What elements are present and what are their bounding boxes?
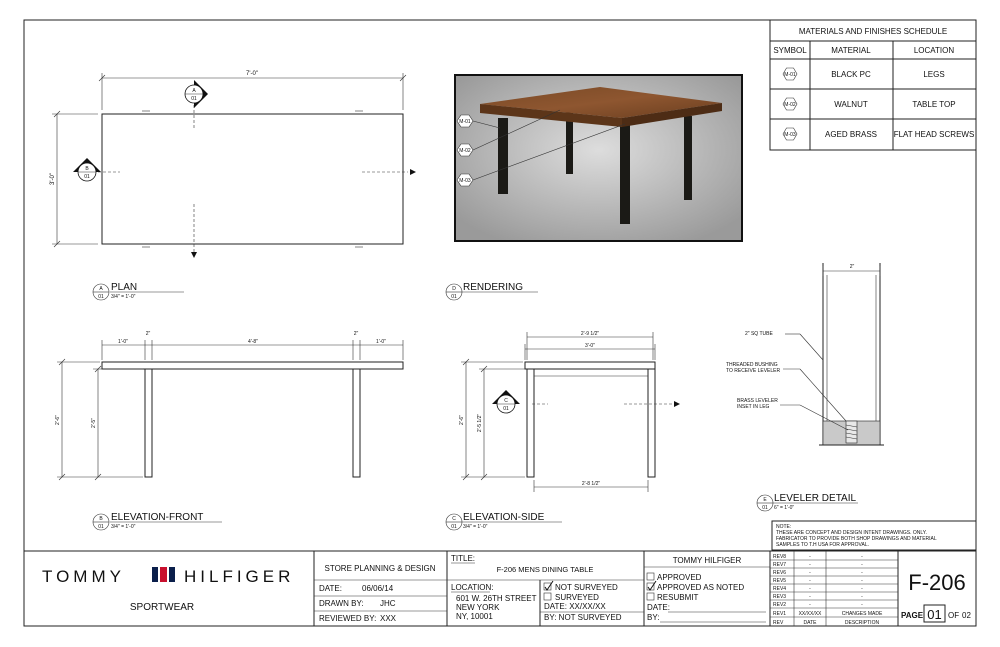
reviewed-by-value: XXX <box>380 614 397 623</box>
address-line: NY, 10001 <box>456 612 493 621</box>
notes-box <box>772 521 976 550</box>
rev-label: REV3 <box>773 594 787 600</box>
materials-schedule <box>770 20 976 150</box>
side-top-dimension: 2'-9 1/2" <box>580 331 600 337</box>
schedule-header-symbol: SYMBOL <box>773 46 807 55</box>
rev-desc: - <box>861 562 863 568</box>
rev-label: REV4 <box>773 586 787 592</box>
rev-date: - <box>809 554 811 560</box>
rev-header: DESCRIPTION <box>844 620 880 626</box>
survey-date: DATE: XX/XX/XX <box>544 602 606 611</box>
approval-heading: TOMMY HILFIGER <box>672 556 742 565</box>
title-label: TITLE: <box>451 554 476 563</box>
front-height-inner-dimension: 2'-5" <box>91 418 97 428</box>
section-marker-letter: C <box>504 398 508 404</box>
schedule-location: FLAT HEAD SCREWS <box>893 130 975 139</box>
elevation-front-title: ELEVATION-FRONT <box>111 512 204 523</box>
rendering-title: RENDERING <box>463 282 524 293</box>
drawn-by-value: JHC <box>380 599 396 608</box>
rev-desc: CHANGES MADE <box>841 611 883 617</box>
plan-title-block <box>93 282 184 300</box>
view-sheet: 01 <box>98 294 104 300</box>
arrow-right-icon <box>410 169 416 175</box>
notes-line: THESE ARE CONCEPT AND DESIGN INTENT DRAWINGS. ONLY. <box>776 530 927 536</box>
rev-date: - <box>809 578 811 584</box>
rev-header: REV <box>773 620 784 626</box>
section-marker-b <box>73 158 101 181</box>
side-top-dimension-2: 3'-0" <box>585 343 595 349</box>
drawn-by-label: DRAWN BY: <box>319 599 364 608</box>
elevation-side-title: ELEVATION-SIDE <box>463 512 545 523</box>
arrow-down-icon <box>191 252 197 258</box>
front-dimension-left: 1'-0" <box>118 339 128 345</box>
leveler-note: 2" SQ TUBE <box>745 331 773 337</box>
front-dimension-middle: 4'-8" <box>248 339 258 345</box>
rendering-tag: M-02 <box>459 148 471 154</box>
approved-label: APPROVED <box>657 573 702 582</box>
elevation-side-title-block <box>446 512 562 530</box>
rev-label: REV6 <box>773 570 787 576</box>
notes-line: FABRICATOR TO PROVIDE BOTH SHOP DRAWINGS AND MATERIAL <box>776 536 937 542</box>
plan-scale: 3/4" = 1'-0" <box>111 294 136 300</box>
rev-desc: - <box>861 578 863 584</box>
not-surveyed-label: NOT SURVEYED <box>555 583 618 592</box>
schedule-material: BLACK PC <box>831 70 871 79</box>
view-letter: E <box>763 497 767 503</box>
view-letter: B <box>99 516 103 522</box>
plan-view <box>50 71 416 258</box>
section-marker-letter: A <box>192 88 196 94</box>
approval-by-label: BY: <box>647 613 660 622</box>
notes-heading: NOTE: <box>776 524 792 530</box>
plan-depth-dimension: 3'-0" <box>50 173 56 185</box>
section-marker-sheet: 01 <box>191 96 197 102</box>
brand-flag-logo <box>152 567 175 582</box>
plan-width-dimension: 7'-0" <box>246 71 258 77</box>
view-letter: A <box>99 286 103 292</box>
side-bottom-dimension: 2'-8 1/2" <box>581 481 601 487</box>
front-leg-dimension: 2" <box>353 331 359 337</box>
front-dimension-right: 1'-0" <box>376 339 386 345</box>
approved-checkbox[interactable] <box>647 573 654 580</box>
leveler-note: BRASS LEVELER <box>737 398 778 404</box>
section-marker-sheet: 01 <box>84 174 90 180</box>
front-leg-dimension: 2" <box>145 331 151 337</box>
elevation-front-view <box>55 331 403 480</box>
elevation-front-scale: 3/4" = 1'-0" <box>111 524 136 530</box>
of-label: OF <box>948 611 960 620</box>
rendering-title-block <box>446 282 538 300</box>
rendering-tag: M-03 <box>459 178 471 184</box>
plan-tabletop-outline <box>102 114 403 244</box>
schedule-location: TABLE TOP <box>912 100 956 109</box>
approved-as-noted-label: APPROVED AS NOTED <box>657 583 745 592</box>
brand-name-left: TOMMY <box>42 567 125 586</box>
address-line: NEW YORK <box>456 603 500 612</box>
schedule-symbol: M-01 <box>784 72 796 78</box>
rev-date: - <box>809 594 811 600</box>
drawing-title: F-206 MENS DINING TABLE <box>496 565 594 574</box>
view-letter: C <box>452 516 456 522</box>
leveler-scale: 6" = 1'-0" <box>774 505 795 511</box>
arrow-right-icon <box>674 401 680 407</box>
rev-label: REV7 <box>773 562 787 568</box>
leveler-note: INSET IN LEG <box>737 404 770 410</box>
brand-name-right: HILFIGER <box>184 567 295 586</box>
side-height-inner-dimension: 2'-5 1/2" <box>477 413 483 433</box>
address-line: 601 W. 26TH STREET <box>456 594 537 603</box>
surveyed-checkbox[interactable] <box>544 593 551 600</box>
reviewed-by-label: REVIEWED BY: <box>319 614 377 623</box>
rev-date: - <box>809 562 811 568</box>
view-sheet: 01 <box>762 505 768 511</box>
schedule-material: AGED BRASS <box>824 130 878 139</box>
section-marker-c <box>492 390 520 413</box>
page-number: 01 <box>927 607 942 622</box>
page-label: PAGE <box>901 611 924 620</box>
rev-desc: - <box>861 586 863 592</box>
rev-label: REV1 <box>773 611 787 617</box>
rev-label: REV2 <box>773 602 787 608</box>
notes-line: SAMPLES TO T.H USA FOR APPROVAL. <box>776 542 869 548</box>
elevation-side-scale: 3/4" = 1'-0" <box>463 524 488 530</box>
schedule-symbol: M-02 <box>784 102 796 108</box>
section-marker-letter: B <box>85 166 89 172</box>
revision-table <box>770 551 898 626</box>
view-sheet: 01 <box>451 524 457 530</box>
schedule-title: MATERIALS AND FINISHES SCHEDULE <box>798 27 948 36</box>
schedule-symbol: M-03 <box>784 132 796 138</box>
rev-desc: - <box>861 554 863 560</box>
rev-desc: - <box>861 594 863 600</box>
brand-subtitle: SPORTWEAR <box>129 602 195 613</box>
leveler-note: THREADED BUSHING <box>726 362 778 368</box>
rev-date: - <box>809 586 811 592</box>
view-letter: D <box>452 286 456 292</box>
leveler-note: TO RECEIVE LEVELER <box>726 368 781 374</box>
rev-label: REV8 <box>773 554 787 560</box>
date-value: 06/06/14 <box>362 584 394 593</box>
title-block <box>24 551 976 626</box>
schedule-header-location: LOCATION <box>913 46 955 55</box>
view-sheet: 01 <box>98 524 104 530</box>
rev-date: - <box>809 570 811 576</box>
plan-title: PLAN <box>111 282 138 293</box>
rev-date: - <box>809 602 811 608</box>
leveler-title: LEVELER DETAIL <box>774 493 857 504</box>
view-sheet: 01 <box>451 294 457 300</box>
rev-date: XX/XX/XX <box>798 611 822 617</box>
front-height-dimension: 2'-6" <box>55 415 61 425</box>
schedule-material: WALNUT <box>834 100 868 109</box>
date-label: DATE: <box>319 584 342 593</box>
location-label: LOCATION: <box>451 583 494 592</box>
resubmit-checkbox[interactable] <box>647 593 654 600</box>
rev-header: DATE <box>803 620 817 626</box>
elevation-front-title-block <box>93 512 222 530</box>
rev-desc: - <box>861 602 863 608</box>
page-total: 02 <box>962 611 971 620</box>
survey-by: BY: NOT SURVEYED <box>544 613 622 622</box>
section-marker-a <box>185 80 208 108</box>
schedule-header-material: MATERIAL <box>831 46 871 55</box>
elevation-side-view <box>459 331 680 492</box>
leveler-detail-view <box>726 263 884 445</box>
resubmit-label: RESUBMIT <box>657 593 699 602</box>
rendering-image <box>454 74 743 242</box>
approval-date-label: DATE: <box>647 603 670 612</box>
department: STORE PLANNING & DESIGN <box>324 564 436 573</box>
schedule-location: LEGS <box>923 70 945 79</box>
drawing-number: F-206 <box>908 570 966 595</box>
rendering-tag: M-01 <box>459 119 471 125</box>
surveyed-label: SURVEYED <box>555 593 599 602</box>
leveler-title-block <box>757 493 858 511</box>
leveler-width-dimension: 2" <box>849 264 855 270</box>
section-marker-sheet: 01 <box>503 406 509 412</box>
rev-desc: - <box>861 570 863 576</box>
checkmark-icon <box>545 581 553 590</box>
checkmark-icon <box>648 581 656 590</box>
side-height-dimension: 2'-6" <box>459 415 465 425</box>
rev-label: REV5 <box>773 578 787 584</box>
